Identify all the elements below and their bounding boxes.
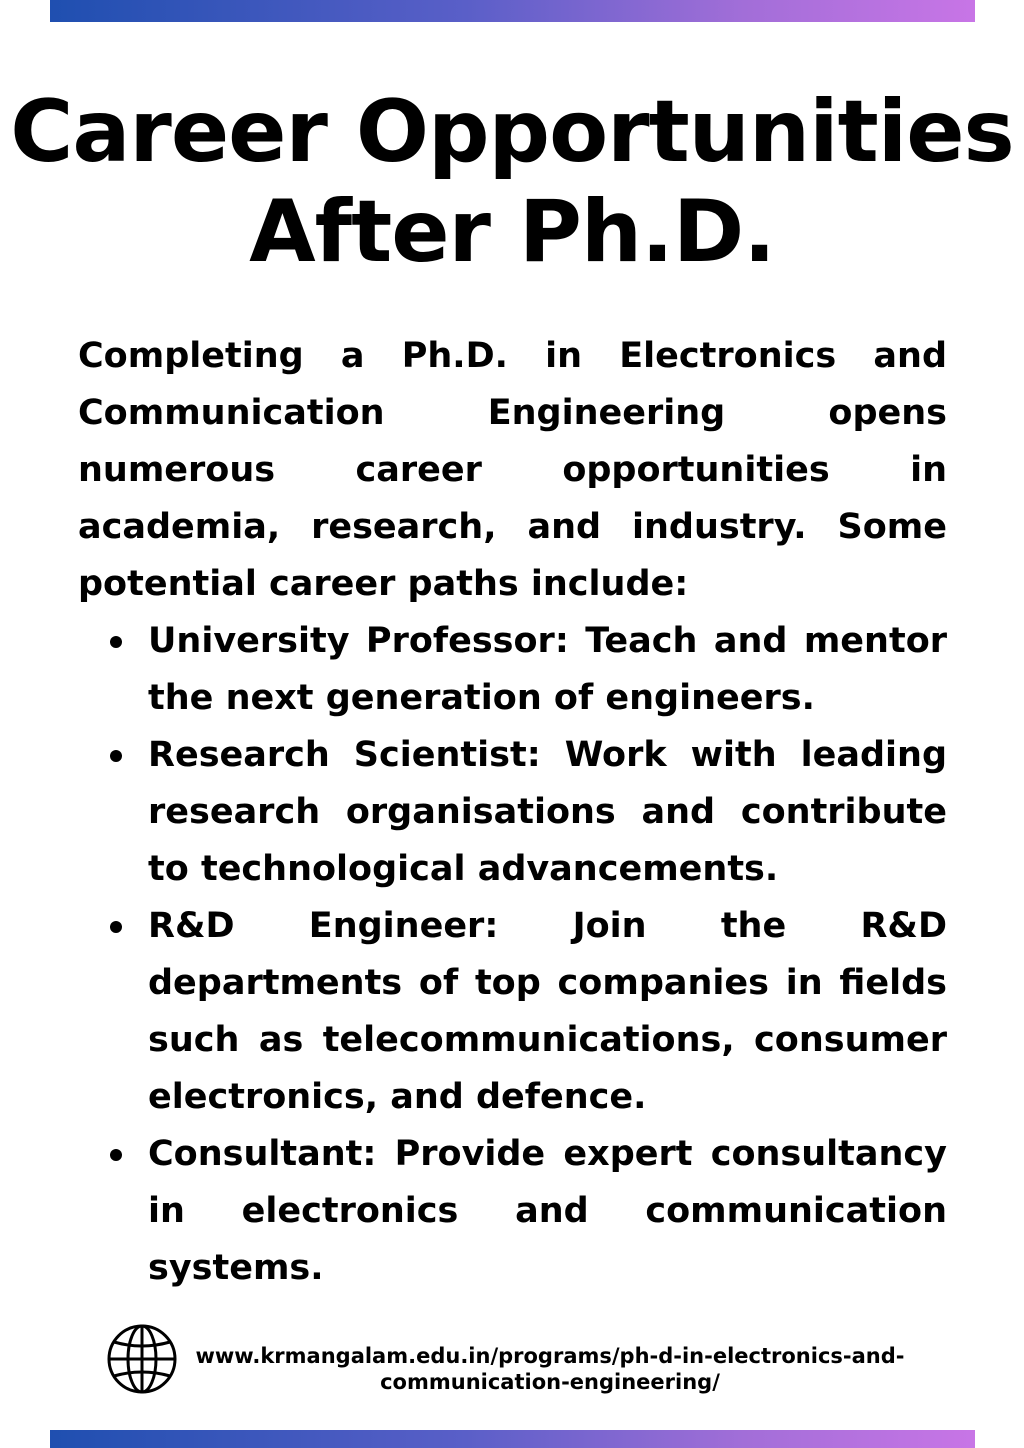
globe-icon	[106, 1323, 178, 1395]
intro-paragraph: Completing a Ph.D. in Electronics and Communication Engineering opens numerous career opportunities in academia, research, and industry. Some potential career paths include:	[78, 336, 947, 604]
career-item-text: Research Scientist: Work with leading research organisations and contribute to technological advancements.	[148, 735, 947, 889]
website-url-line-2: communication-engineering/	[380, 1370, 720, 1394]
bullet-icon	[110, 1149, 122, 1161]
bottom-gradient-bar	[50, 1430, 975, 1448]
list-item	[148, 727, 947, 898]
list-item	[148, 613, 947, 727]
career-item-text: Consultant: Provide expert consultancy in electronics and communication systems.	[148, 1134, 947, 1288]
page-title	[0, 82, 1024, 282]
website-url-line-1: www.krmangalam.edu.in/programs/ph-d-in-electronics-and-	[195, 1344, 905, 1368]
career-item-text: R&D Engineer: Join the R&D departments of top companies in fields such as telecommunications, consumer electronics, and defence.	[148, 906, 947, 1117]
bullet-icon	[110, 750, 122, 762]
list-item	[148, 1126, 947, 1297]
page-title-line-2: After Ph.D.	[249, 182, 775, 282]
career-item-text: University Professor: Teach and mentor the next generation of engineers.	[148, 621, 947, 718]
main-content	[78, 328, 947, 1297]
bullet-icon	[110, 921, 122, 933]
page-title-line-1: Career Opportunities	[10, 82, 1014, 182]
bullet-icon	[110, 636, 122, 648]
list-item	[148, 898, 947, 1126]
website-link[interactable]	[190, 1343, 910, 1395]
top-gradient-bar	[50, 0, 975, 22]
career-list	[78, 613, 947, 1297]
